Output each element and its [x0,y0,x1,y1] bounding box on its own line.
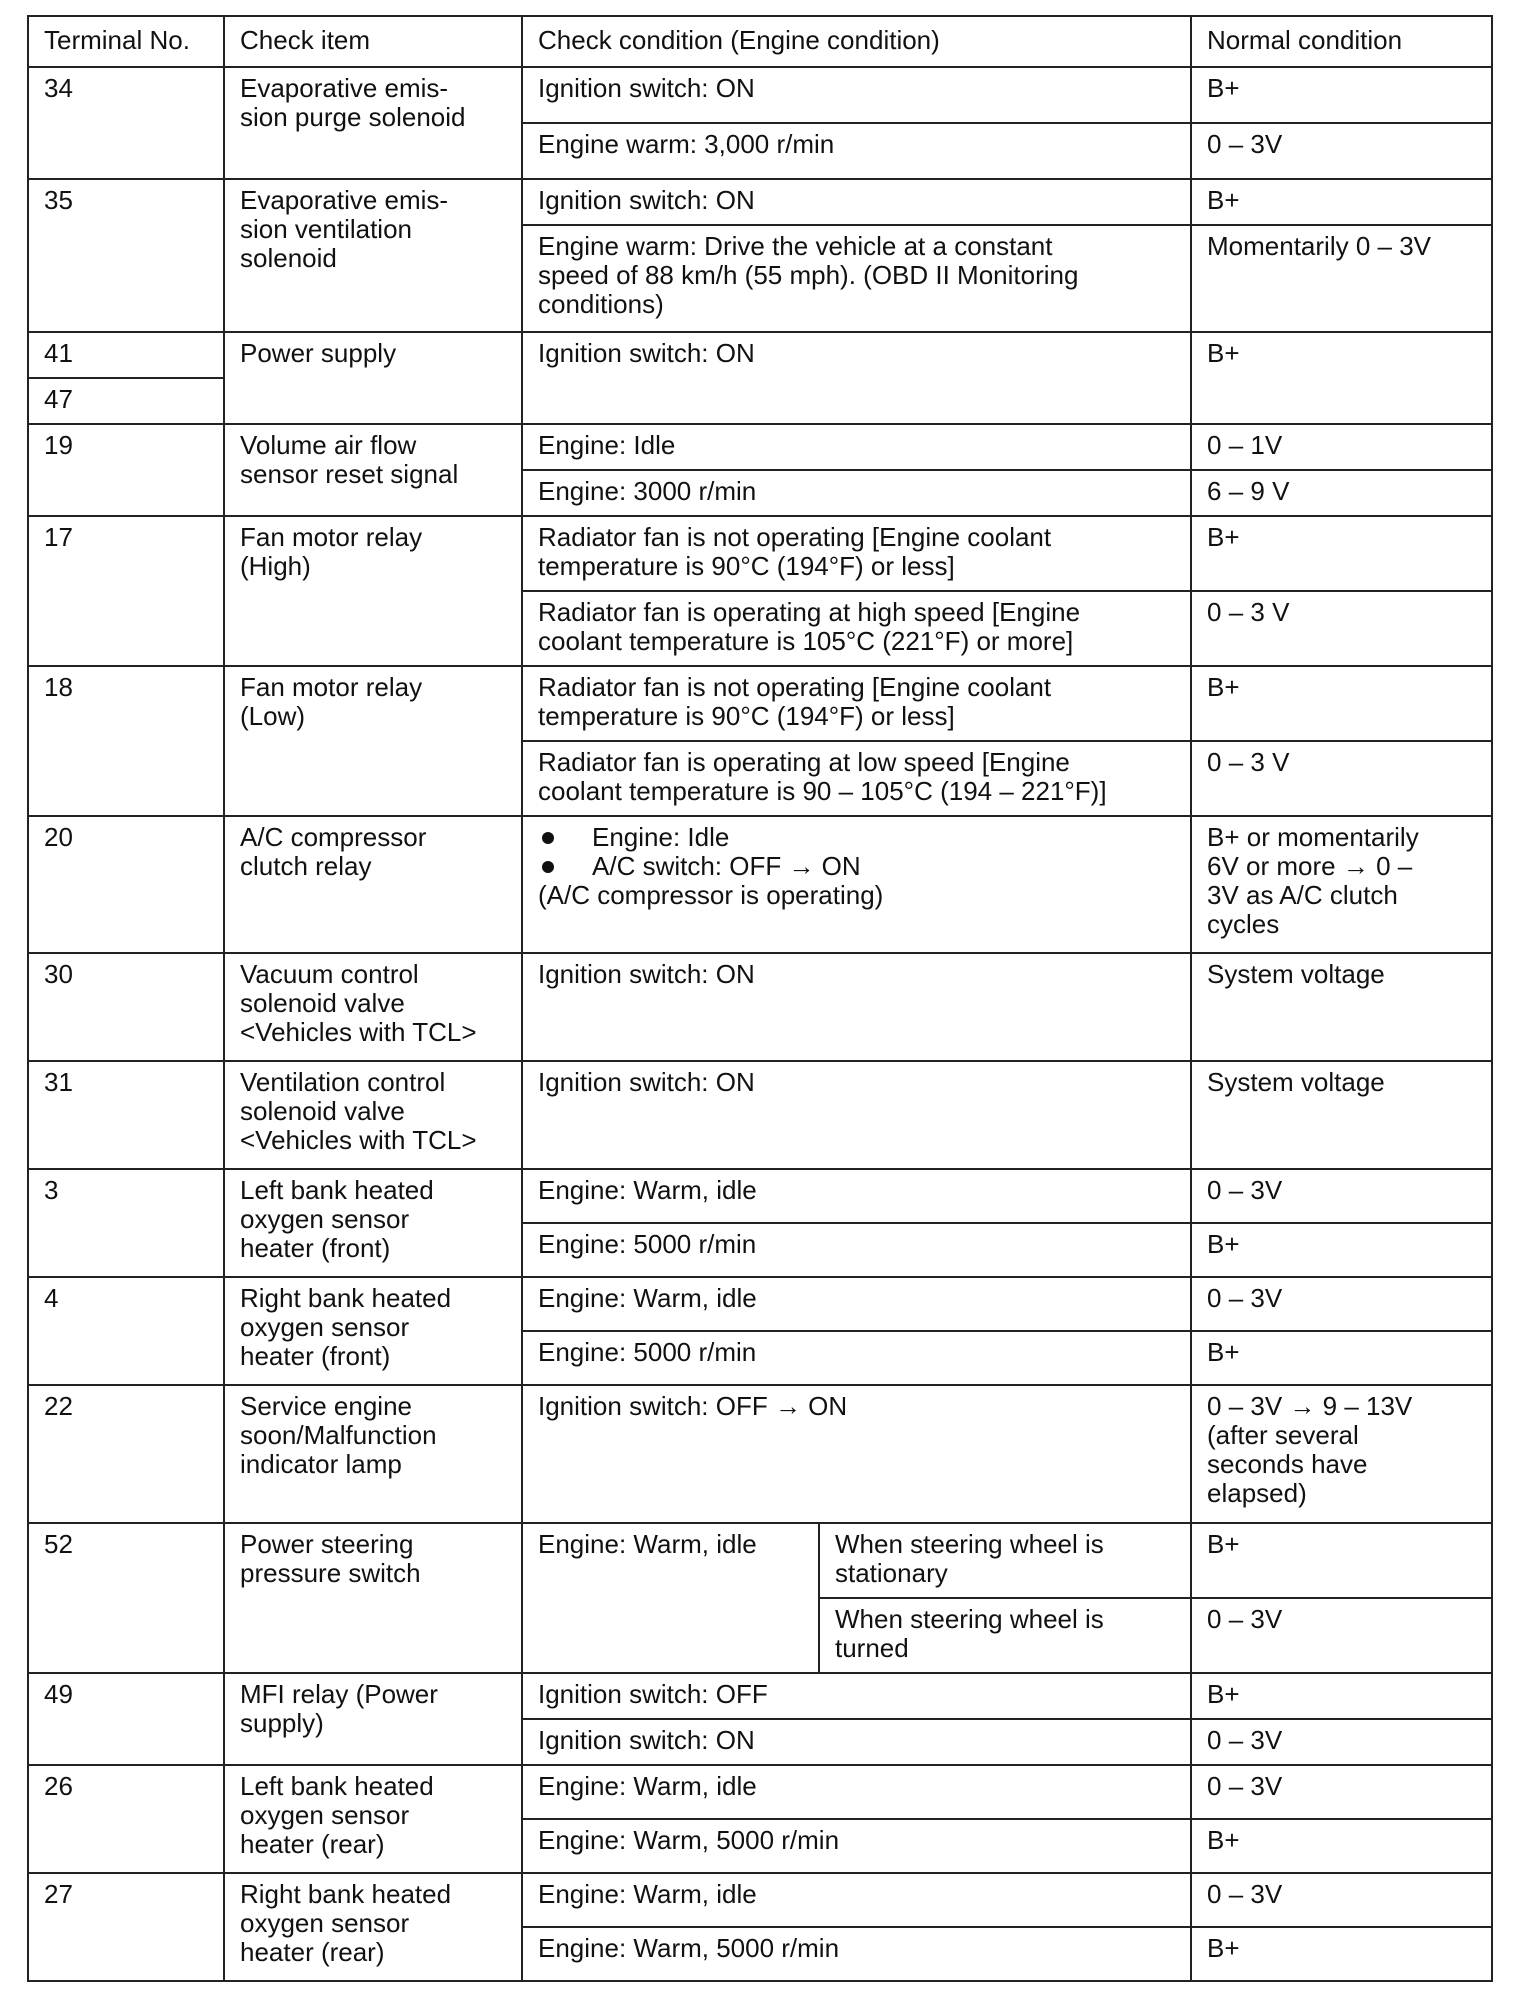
check-item: Left bank heated oxygen sensor heater (front) [224,1169,522,1277]
check-condition: Ignition switch: ON [522,179,1191,225]
check-condition: Engine: 5000 r/min [522,1223,1191,1277]
condition-note: (A/C compressor is operating) [538,880,884,910]
normal-condition: 0 – 3V [1191,1873,1492,1927]
check-condition: Radiator fan is not operating [Engine coolant temperature is 90°C (194°F) or less] [522,666,1191,741]
check-item: Fan motor relay (Low) [224,666,522,816]
normal-condition: B+ or momentarily 6V or more → 0 – 3V as A/C clutch cycles [1191,816,1492,953]
normal-condition: 6 – 9 V [1191,470,1492,516]
check-item: Power steering pressure switch [224,1523,522,1673]
terminal-no: 19 [28,424,224,516]
check-condition: Engine: Idle [522,424,1191,470]
check-condition: Engine: Warm, 5000 r/min [522,1927,1191,1981]
check-item: Power supply [224,332,522,424]
terminal-no: 3 [28,1169,224,1277]
normal-condition: B+ [1191,1223,1492,1277]
table-row [28,516,1492,591]
terminal-no: 30 [28,953,224,1061]
table-row [28,1385,1492,1523]
check-condition [522,816,1191,953]
normal-condition: 0 – 3V [1191,1277,1492,1331]
normal-condition: Momentarily 0 – 3V [1191,225,1492,332]
terminal-no: 52 [28,1523,224,1673]
normal-condition: 0 – 3V [1191,1598,1492,1673]
normal-condition: B+ [1191,1819,1492,1873]
check-item: Evaporative emis- sion purge solenoid [224,67,522,179]
table-row [28,1765,1492,1819]
check-condition: Radiator fan is operating at low speed [Engine coolant temperature is 90 – 105°C (194 – 221°F)] [522,741,1191,816]
normal-condition: B+ [1191,1331,1492,1385]
check-item: MFI relay (Power supply) [224,1673,522,1765]
normal-condition: B+ [1191,1927,1492,1981]
normal-condition: B+ [1191,666,1492,741]
check-item: Vacuum control solenoid valve <Vehicles with TCL> [224,953,522,1061]
check-sub-condition: When steering wheel is stationary [819,1523,1191,1598]
normal-condition: B+ [1191,1523,1492,1598]
table-row [28,1673,1492,1719]
check-condition: Ignition switch: ON [522,953,1191,1061]
check-sub-condition: When steering wheel is turned [819,1598,1191,1673]
terminal-no: 34 [28,67,224,179]
terminal-no: 18 [28,666,224,816]
check-condition: Engine: Warm, idle [522,1523,819,1673]
check-condition: Engine: Warm, idle [522,1169,1191,1223]
bullet-item: A/C switch: OFF → ON [538,852,1176,881]
normal-condition: 0 – 3 V [1191,591,1492,666]
check-condition: Engine warm: Drive the vehicle at a constant speed of 88 km/h (55 mph). (OBD II Monitoring conditions) [522,225,1191,332]
terminal-no: 17 [28,516,224,666]
table-row [28,816,1492,953]
terminal-no: 22 [28,1385,224,1523]
table-row [28,953,1492,1061]
terminal-no: 26 [28,1765,224,1873]
table-row [28,332,1492,378]
normal-condition: B+ [1191,179,1492,225]
normal-condition: B+ [1191,1673,1492,1719]
terminal-no: 20 [28,816,224,953]
check-condition: Ignition switch: ON [522,67,1191,123]
terminal-no: 31 [28,1061,224,1169]
terminal-no: 4 [28,1277,224,1385]
normal-condition: 0 – 3V [1191,123,1492,179]
check-condition: Ignition switch: ON [522,1061,1191,1169]
terminal-check-document [27,15,1491,1982]
normal-condition: 0 – 3 V [1191,741,1492,816]
normal-condition: B+ [1191,67,1492,123]
check-item: Fan motor relay (High) [224,516,522,666]
table-row [28,1873,1492,1927]
terminal-no: 49 [28,1673,224,1765]
header-normal-condition: Normal condition [1191,16,1492,67]
table-row [28,1277,1492,1331]
terminal-no: 27 [28,1873,224,1981]
check-condition: Engine: 5000 r/min [522,1331,1191,1385]
check-condition: Ignition switch: OFF [522,1673,1191,1719]
normal-condition: System voltage [1191,1061,1492,1169]
normal-condition: System voltage [1191,953,1492,1061]
check-condition: Engine: Warm, idle [522,1277,1191,1331]
normal-condition: 0 – 1V [1191,424,1492,470]
check-condition: Engine: Warm, 5000 r/min [522,1819,1191,1873]
check-condition: Ignition switch: ON [522,332,1191,424]
check-item: Left bank heated oxygen sensor heater (rear) [224,1765,522,1873]
check-item: Right bank heated oxygen sensor heater (front) [224,1277,522,1385]
normal-condition: B+ [1191,516,1492,591]
check-condition: Engine: Warm, idle [522,1873,1191,1927]
normal-condition: 0 – 3V [1191,1719,1492,1765]
check-condition: Radiator fan is operating at high speed [Engine coolant temperature is 105°C (221°F) or more] [522,591,1191,666]
header-row [28,16,1492,67]
check-condition: Engine: Warm, idle [522,1765,1191,1819]
table-row [28,67,1492,123]
header-check-condition: Check condition (Engine condition) [522,16,1191,67]
check-item: Right bank heated oxygen sensor heater (rear) [224,1873,522,1981]
normal-condition: B+ [1191,332,1492,424]
table-row [28,1523,1492,1598]
terminal-no: 41 [28,332,224,378]
check-item: Evaporative emis- sion ventilation solenoid [224,179,522,332]
bullet-item: Engine: Idle [538,823,1176,852]
check-item: Volume air flow sensor reset signal [224,424,522,516]
check-item: Service engine soon/Malfunction indicator lamp [224,1385,522,1523]
terminal-no: 35 [28,179,224,332]
check-condition: Ignition switch: ON [522,1719,1191,1765]
terminal-no: 47 [28,378,224,424]
table-row [28,1061,1492,1169]
check-item: A/C compressor clutch relay [224,816,522,953]
check-condition: Radiator fan is not operating [Engine coolant temperature is 90°C (194°F) or less] [522,516,1191,591]
check-condition: Engine warm: 3,000 r/min [522,123,1191,179]
header-terminal-no: Terminal No. [28,16,224,67]
check-condition: Ignition switch: OFF → ON [522,1385,1191,1523]
check-condition: Engine: 3000 r/min [522,470,1191,516]
table-row [28,1169,1492,1223]
table-row [28,179,1492,225]
table-row [28,666,1492,741]
normal-condition: 0 – 3V [1191,1169,1492,1223]
terminal-check-table [27,15,1493,1982]
table-row [28,424,1492,470]
check-item: Ventilation control solenoid valve <Vehicles with TCL> [224,1061,522,1169]
normal-condition: 0 – 3V [1191,1765,1492,1819]
normal-condition: 0 – 3V → 9 – 13V (after several seconds have elapsed) [1191,1385,1492,1523]
header-check-item: Check item [224,16,522,67]
